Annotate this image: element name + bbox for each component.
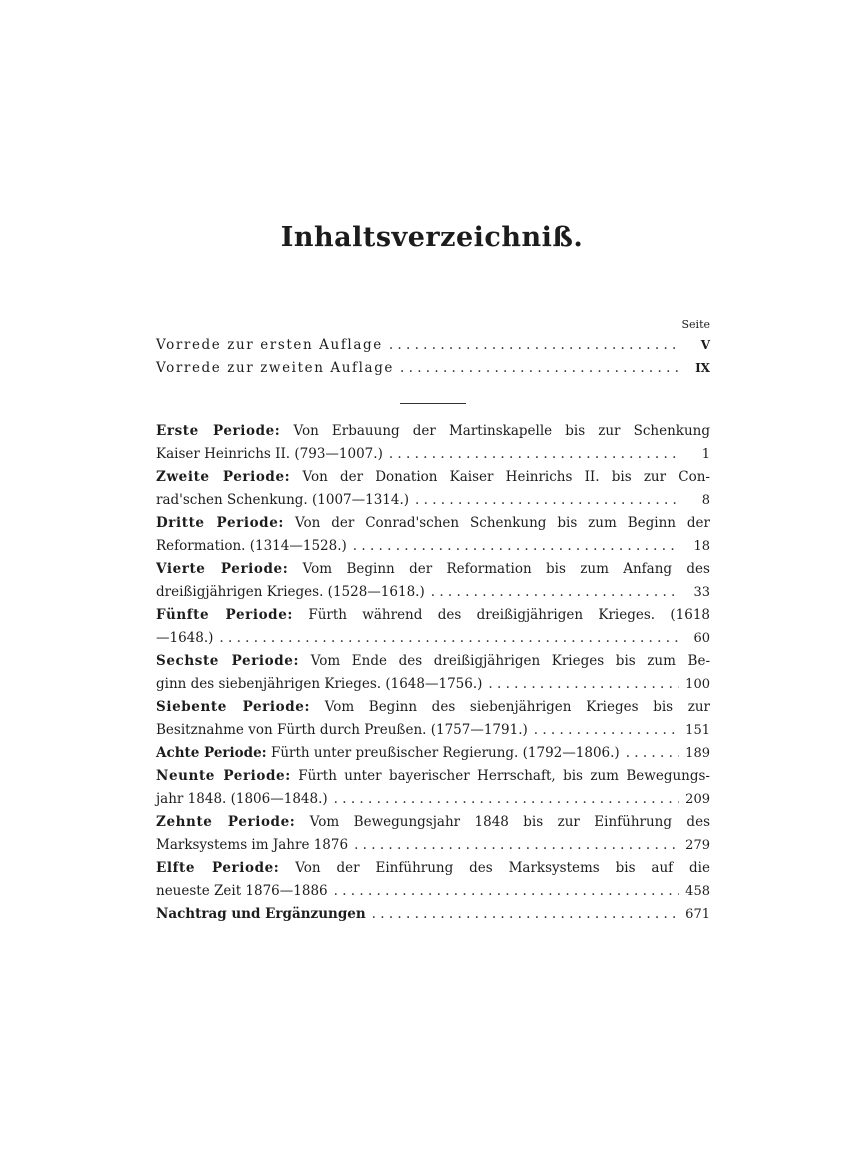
leader-dots: [354, 834, 679, 857]
period-page: 1: [701, 447, 710, 462]
period-title: Fürth unter preußischer Regierung. (1792—1806.): [270, 745, 620, 761]
nachtrag-label: Nachtrag und Ergänzungen: [156, 906, 366, 922]
period-entry-2[interactable]: [156, 466, 710, 512]
preface-page: V: [700, 338, 710, 352]
leader-dots: [334, 788, 680, 811]
period-entry-3[interactable]: [156, 512, 710, 558]
period-entry-10[interactable]: [156, 811, 710, 857]
period-entry-9[interactable]: [156, 765, 710, 811]
period-page: 8: [701, 493, 710, 508]
preface-label: Vorrede zur zweiten Auflage: [156, 360, 395, 376]
preface-page: IX: [695, 361, 710, 375]
period-page: 458: [685, 884, 710, 899]
period-label: Dritte Periode:: [156, 515, 284, 531]
nachtrag-entry[interactable]: [156, 903, 710, 926]
period-label: Siebente Periode:: [156, 699, 311, 715]
nachtrag-page: 671: [685, 907, 710, 922]
period-page: 279: [685, 838, 710, 853]
period-title-line2: Reformation. (1314—1528.): [156, 538, 347, 554]
period-label: Fünfte Periode:: [156, 607, 293, 623]
period-title-line2: dreißigjährigen Krieges. (1528—1618.): [156, 584, 425, 600]
leader-dots: [400, 357, 682, 380]
period-title-line1: Vom Beginn der Reformation bis zum Anfang des: [302, 561, 710, 577]
period-title-line1: Von der Conrad'schen Schenkung bis zum Beginn der: [294, 515, 710, 531]
leader-dots: [219, 627, 680, 650]
preface-entry-second[interactable]: [156, 357, 710, 380]
leader-dots: [372, 903, 680, 926]
prefaces-list: [156, 334, 710, 380]
period-title-line2: neueste Zeit 1876—1886: [156, 883, 328, 899]
leader-dots: [488, 673, 679, 696]
period-title-line2: ginn des siebenjährigen Krieges. (1648—1756.): [156, 676, 483, 692]
period-title-line1: Vom Beginn des siebenjährigen Krieges bis zur: [324, 699, 710, 715]
leader-dots: [534, 719, 679, 742]
period-title-line1: Von Erbauung der Martinskapelle bis zur Schenkung: [293, 423, 710, 439]
period-label: Achte Periode:: [156, 745, 267, 761]
leader-dots: [626, 742, 679, 765]
period-label: Neunte Periode:: [156, 768, 291, 784]
leader-dots: [334, 880, 680, 903]
period-title-line2: Marksystems im Jahre 1876: [156, 837, 349, 853]
period-title-line1: Fürth während des dreißigjährigen Krieges. (1618: [308, 607, 711, 623]
period-page: 189: [685, 746, 710, 761]
period-entry-1[interactable]: [156, 420, 710, 466]
period-title-line2: Kaiser Heinrichs II. (793—1007.): [156, 446, 383, 462]
periods-list: [156, 420, 710, 926]
period-label: Vierte Periode:: [156, 561, 289, 577]
leader-dots: [431, 581, 680, 604]
period-label: Zehnte Periode:: [156, 814, 296, 830]
period-title-line2: rad'schen Schenkung. (1007—1314.): [156, 492, 410, 508]
period-page: 100: [685, 677, 710, 692]
period-label: Erste Periode:: [156, 423, 281, 439]
period-entry-8[interactable]: [156, 742, 710, 765]
period-page: 60: [693, 631, 710, 646]
leader-dots: [389, 334, 682, 357]
period-title-line2: —1648.): [156, 630, 214, 646]
section-divider: [400, 403, 466, 404]
period-page: 209: [685, 792, 710, 807]
page-title: Inhaltsverzeichniß.: [280, 222, 584, 253]
period-title-line2: jahr 1848. (1806—1848.): [156, 791, 328, 807]
period-entry-5[interactable]: [156, 604, 710, 650]
period-title-line1: Vom Ende des dreißigjährigen Krieges bis zum Be-: [310, 653, 711, 669]
period-label: Elfte Periode:: [156, 860, 280, 876]
period-page: 151: [685, 723, 710, 738]
period-label: Zweite Periode:: [156, 469, 291, 485]
preface-label: Vorrede zur ersten Auflage: [156, 337, 383, 353]
period-page: 18: [693, 539, 710, 554]
period-label: Sechste Periode:: [156, 653, 300, 669]
page-column-header: Seite: [681, 318, 710, 331]
period-entry-7[interactable]: [156, 696, 710, 742]
period-entry-11[interactable]: [156, 857, 710, 903]
period-title-line2: Besitznahme von Fürth durch Preußen. (1757—1791.): [156, 722, 528, 738]
period-title-line1: Von der Donation Kaiser Heinrichs II. bis zur Con-: [302, 469, 710, 485]
leader-dots: [415, 489, 680, 512]
leader-dots: [389, 443, 680, 466]
period-entry-4[interactable]: [156, 558, 710, 604]
period-title-line1: Von der Einführung des Marksystems bis auf die: [295, 860, 710, 876]
period-entry-6[interactable]: [156, 650, 710, 696]
period-title-line1: Fürth unter bayerischer Herrschaft, bis zum Bewegungs-: [298, 768, 710, 784]
period-title-line1: Vom Bewegungsjahr 1848 bis zur Einführung des: [309, 814, 710, 830]
preface-entry-first[interactable]: [156, 334, 710, 357]
leader-dots: [353, 535, 680, 558]
period-page: 33: [693, 585, 710, 600]
